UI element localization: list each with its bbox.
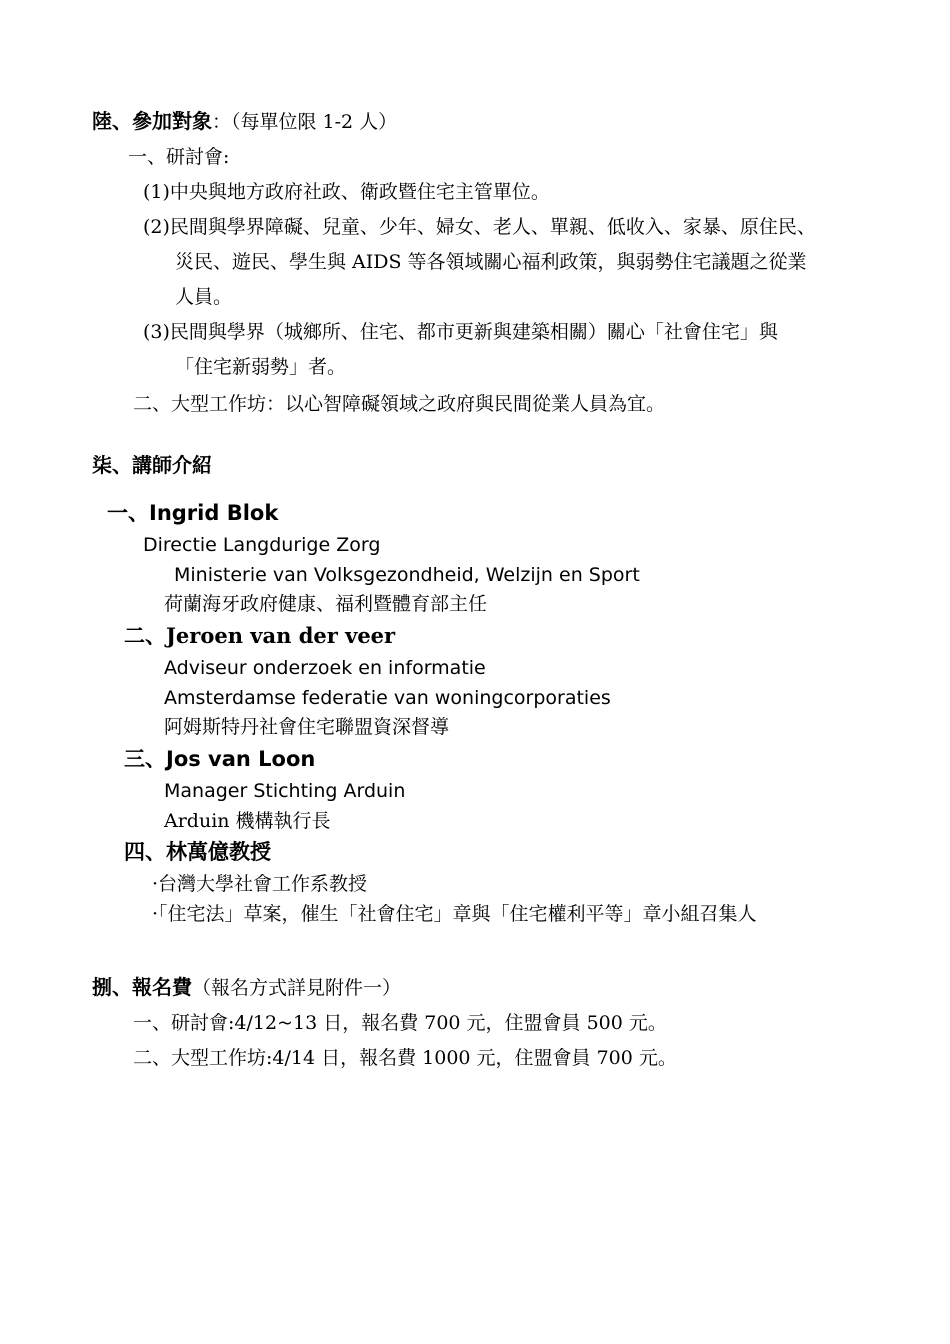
speaker-detail: 阿姆斯特丹社會住宅聯盟資深督導 — [164, 716, 450, 738]
speaker-number: 四、 — [124, 839, 166, 864]
speaker-number: 三、 — [124, 746, 166, 771]
audience-item: (3)民間與學界（城鄉所、住宅、都市更新與建築相關）關心「社會住宅」與 — [143, 321, 778, 343]
audience-item-continuation: 災民、遊民、學生與 AIDS 等各領域關心福利政策，與弱勢住宅議題之從業 — [175, 251, 807, 273]
audience-item: (2)民間與學界障礙、兒童、少年、婦女、老人、單親、低收入、家暴、原住民、 — [143, 216, 816, 238]
speaker-detail: Ministerie van Volksgezondheid, Welzijn en Sport — [174, 564, 640, 586]
section8-heading-line — [92, 974, 401, 1001]
speaker-detail: 荷蘭海牙政府健康、福利暨體育部主任 — [164, 593, 488, 615]
section6-heading-suffix: ：（每單位限 1-2 人） — [212, 111, 398, 133]
audience-item: (1)中央與地方政府社政、衛政暨住宅主管單位。 — [143, 181, 550, 203]
section6-heading-line — [92, 108, 397, 135]
speaker-name: Jos van Loon — [166, 747, 316, 771]
audience-item-continuation: 人員。 — [175, 286, 233, 308]
section8-heading: 捌、報名費 — [92, 975, 192, 999]
speaker-number: 一、 — [107, 500, 149, 525]
speaker-name: Ingrid Blok — [149, 501, 279, 525]
speaker-detail: Amsterdamse federatie van woningcorporaties — [164, 687, 611, 709]
speaker-heading — [124, 746, 315, 773]
audience-item-continuation: 「住宅新弱勢」者。 — [175, 356, 347, 378]
speaker-detail: ·台灣大學社會工作系教授 — [152, 873, 368, 895]
speaker-name: Jeroen van der veer — [166, 623, 396, 648]
section6-heading: 陸、參加對象 — [92, 109, 212, 133]
workshop-audience: 二、大型工作坊：以心智障礙領域之政府與民間從業人員為宜。 — [133, 393, 666, 415]
speaker-detail: Manager Stichting Arduin — [164, 780, 406, 802]
fee-item: 一、研討會:4/12~13 日，報名費 700 元，住盟會員 500 元。 — [133, 1012, 667, 1034]
section8-heading-suffix: （報名方式詳見附件一） — [192, 977, 402, 999]
speaker-detail: Arduin 機構執行長 — [164, 810, 331, 832]
section7-heading: 柒、講師介紹 — [92, 453, 212, 477]
speaker-heading — [124, 839, 271, 866]
speaker-heading — [107, 500, 278, 527]
speaker-detail: Adviseur onderzoek en informatie — [164, 657, 486, 679]
speaker-heading — [124, 623, 395, 650]
speaker-number: 二、 — [124, 623, 166, 648]
speaker-name: 林萬億教授 — [166, 839, 271, 864]
fee-item: 二、大型工作坊:4/14 日，報名費 1000 元，住盟會員 700 元。 — [133, 1047, 677, 1069]
speaker-detail: ·「住宅法」草案，催生「社會住宅」章與「住宅權利平等」章小組召集人 — [152, 903, 757, 925]
seminar-label: 一、研討會: — [128, 146, 230, 168]
speaker-detail: Directie Langdurige Zorg — [143, 534, 381, 556]
